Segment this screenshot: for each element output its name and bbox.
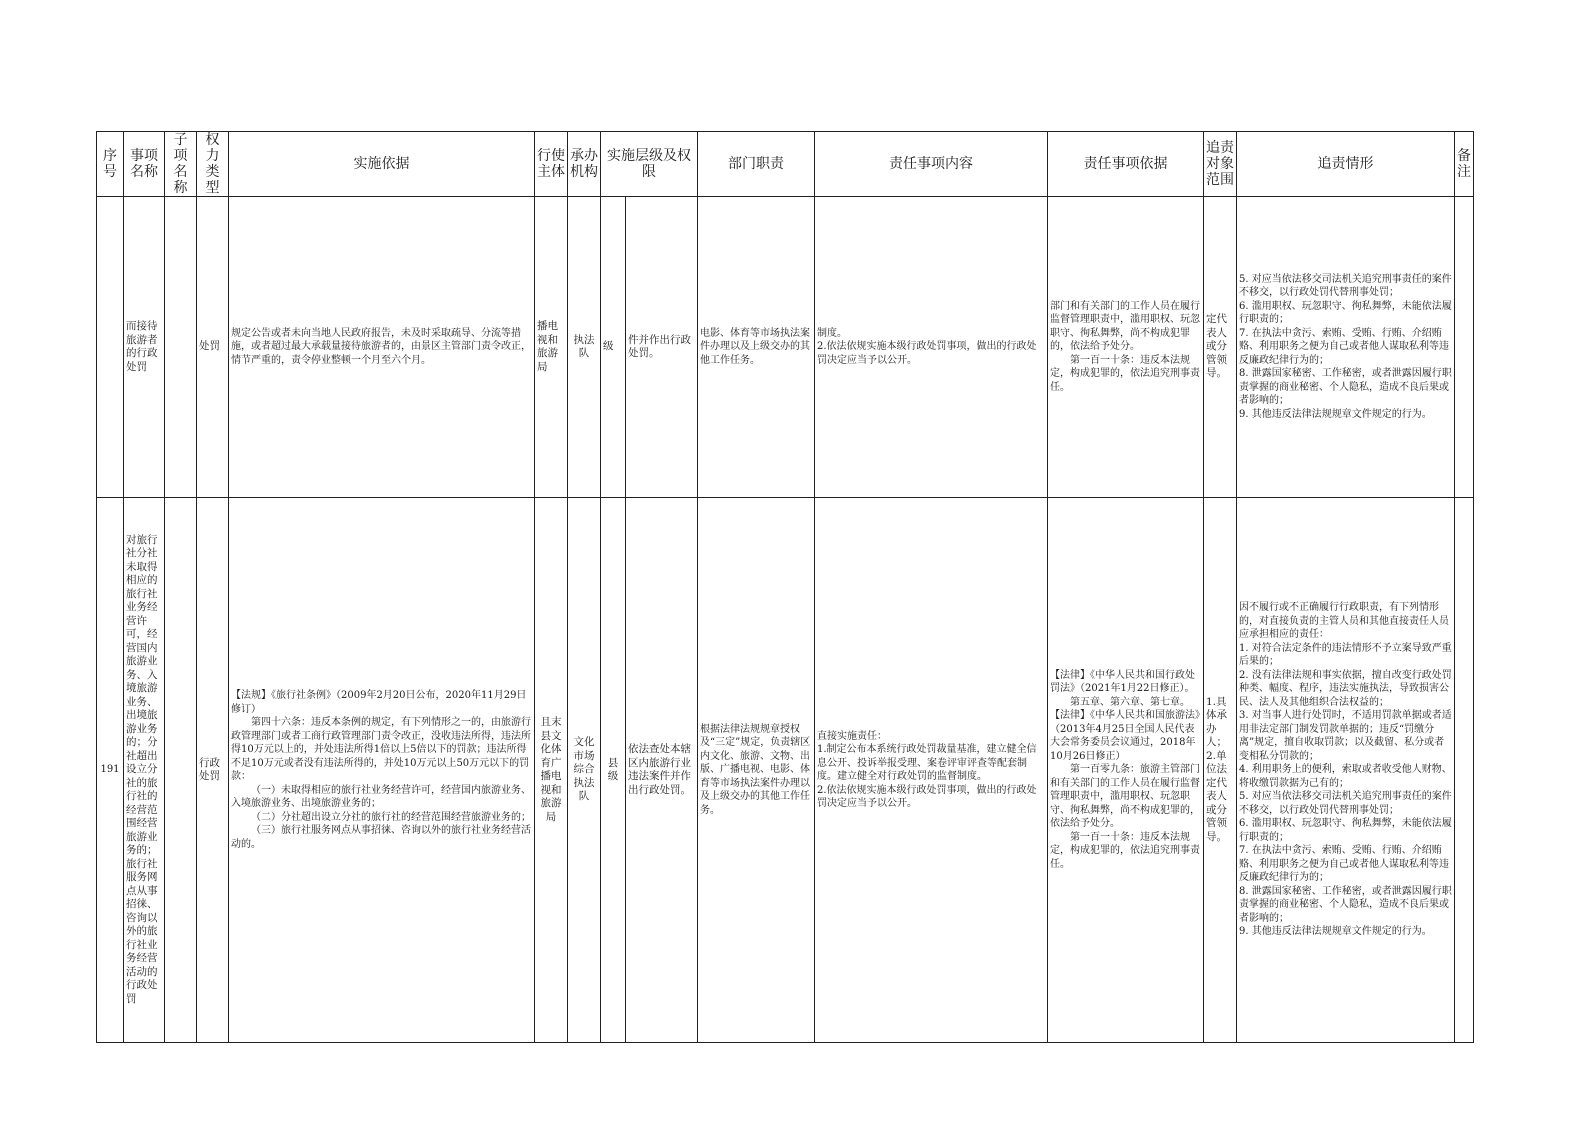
resp-content-line: 2.依法依规实施本级行政处罚事项，做出的行政处罚决定应当予以公开。 — [817, 784, 1037, 809]
cell-dept-duty: 根据法律法规规章授权及“三定”规定，负责辖区内文化、旅游、文物、出版、广播电视、电影、体育等市场执法案件办理以及上级交办的其他工作任务。 — [698, 498, 815, 1043]
header-resp-content: 责任事项内容 — [815, 132, 1048, 197]
circ-item: 6. 滥用职权、玩忽职守、徇私舞弊，未能依法履行职责的； — [1239, 300, 1452, 326]
cell-circumstances — [1237, 498, 1455, 1043]
cell-seq: 191 — [97, 498, 124, 1043]
table-row-191 — [97, 498, 1474, 1043]
basis-item: （二）分社超出设立分社的旅行社的经营范围经营旅游业务的； — [251, 811, 531, 823]
cell-scope: 定代表人或分管领导。 — [1204, 197, 1237, 498]
cell-item-name: 而接待旅游者的行政处罚 — [124, 197, 165, 498]
circ-intro: 因不履行或不正确履行行政职责，有下列情形的，对直接负责的主管人员和其他直接责任人员应承担相应的责任： — [1239, 602, 1449, 641]
cell-level-code: 级 — [601, 197, 626, 498]
cell-sub-name — [165, 498, 197, 1043]
circ-item: 3. 对当事人进行处罚时，不适用罚款单据或者适用非法定部门制发罚款单据的；违反“罚缴分离”规定，擅自收取罚款；以及截留、私分或者变相私分罚款的； — [1239, 710, 1452, 762]
cell-level-text: 件并作出行政处罚。 — [626, 197, 698, 498]
circ-item: 2. 没有法律法规和事实依据，擅自改变行政处罚种类、幅度、程序，违法实施执法，导致损害公民、法人及其他组织合法权益的； — [1239, 669, 1452, 708]
header-remarks: 备注 — [1455, 132, 1474, 197]
header-sub-name: 子项名称 — [165, 132, 197, 197]
circ-item: 8. 泄露国家秘密、工作秘密，或者泄露因履行职责掌握的商业秘密、个人隐私，造成不良后果或者影响的； — [1239, 368, 1452, 407]
resp-basis-text: 【法律】《中华人民共和国行政处罚法》（2021年1月22日修正）。 — [1050, 669, 1195, 695]
cell-basis — [229, 197, 535, 498]
circ-item: 6. 滥用职权、玩忽职守、徇私舞弊，未能依法履行职责的； — [1239, 818, 1452, 843]
table-row-continued — [97, 197, 1474, 498]
header-org: 承办机构 — [568, 132, 601, 197]
cell-resp-basis — [1048, 498, 1204, 1043]
resp-content-line: 直接实施责任： — [817, 730, 887, 742]
table-header-row — [97, 132, 1474, 197]
circ-item: 4. 利用职务上的便利，索取或者收受他人财物、将收缴罚款据为己有的； — [1239, 764, 1452, 789]
circ-item: 9. 其他违反法律法规规章文件规定的行为。 — [1239, 408, 1432, 420]
header-scope: 追责对象范围 — [1204, 132, 1237, 197]
header-level: 实施层级及权限 — [601, 132, 698, 197]
cell-item-name: 对旅行社分社未取得相应的旅行社业务经营许可，经营国内旅游业务、入境旅游业务、出境旅游业务的；分社超出设立分社的旅行社的经营范围经营旅游业务的；旅行社服务网点从事招徕、咨询以外的旅行社业务经营活动的行政处罚 — [124, 498, 165, 1043]
resp-basis-text: 第五章、第六章、第七章。 — [1070, 696, 1190, 708]
power-list-table — [96, 131, 1474, 1043]
resp-content-line: 1.制定公布本系统行政处罚裁量基准，建立健全信息公开、投诉举报受理、案卷评审评查等配套制度。建立健全对行政处罚的监督制度。 — [817, 744, 1037, 782]
resp-basis-text: 第一百零九条：旅游主管部门和有关部门的工作人员在履行监督管理职责中，滥用职权、玩忽职守、徇私舞弊，尚不构成犯罪的，依法给予处分。 — [1050, 764, 1200, 830]
cell-scope: 1.具体承办人；2.单位法定代表人或分管领导。 — [1204, 498, 1237, 1043]
header-resp-basis: 责任事项依据 — [1048, 132, 1204, 197]
cell-power-type: 行政处罚 — [197, 498, 229, 1043]
cell-power-type: 处罚 — [197, 197, 229, 498]
cell-sub-name — [165, 197, 197, 498]
cell-remarks — [1455, 197, 1474, 498]
resp-content-line: 制度。 — [817, 327, 847, 339]
basis-text: 规定公告或者未向当地人民政府报告，未及时采取疏导、分流等措施，或者超过最大承载量接待旅游者的，由景区主管部门责令改正，情节严重的，责令停业整顿一个月至六个月。 — [231, 327, 531, 366]
basis-item: （三）旅行社服务网点从事招徕、咨询以外的旅行社业务经营活动的。 — [231, 825, 531, 850]
basis-item: （一）未取得相应的旅行社业务经营许可，经营国内旅游业务、入境旅游业务、出境旅游业务的； — [231, 784, 531, 809]
circ-item: 5. 对应当依法移交司法机关追究刑事责任的案件不移交，以行政处罚代替刑事处罚； — [1239, 791, 1452, 816]
header-power-type: 权力类型 — [197, 132, 229, 197]
resp-basis-text: 【法律】《中华人民共和国旅游法》（2013年4月25日全国人民代表大会常务委员会议通过，2018年10月26日修正） — [1050, 710, 1200, 762]
basis-source: 【法规】《旅行社条例》（2009年2月20日公布，2020年11月29日修订） — [231, 690, 527, 715]
cell-resp-content — [815, 498, 1048, 1043]
cell-resp-basis — [1048, 197, 1204, 498]
header-dept-duty: 部门职责 — [698, 132, 815, 197]
header-seq: 序号 — [97, 132, 124, 197]
circ-item: 7. 在执法中贪污、索贿、受贿、行贿、介绍贿赂、利用职务之便为自己或者他人谋取私利等违反廉政纪律行为的； — [1239, 327, 1449, 366]
header-subject: 行使主体 — [535, 132, 568, 197]
cell-circumstances — [1237, 197, 1455, 498]
header-circumstances: 追责情形 — [1237, 132, 1455, 197]
cell-resp-content — [815, 197, 1048, 498]
cell-remarks — [1455, 498, 1474, 1043]
cell-subject: 播电视和旅游局 — [535, 197, 568, 498]
resp-basis-text: 第一百一十条：违反本法规定，构成犯罪的，依法追究刑事责任。 — [1050, 354, 1200, 393]
cell-org: 执法队 — [568, 197, 601, 498]
resp-basis-text: 第一百一十条：违反本法规定，构成犯罪的，依法追究刑事责任。 — [1050, 831, 1200, 870]
circ-item: 1. 对符合法定条件的违法情形不予立案导致严重后果的； — [1239, 642, 1452, 668]
cell-level-text: 依法查处本辖区内旅游行业违法案件并作出行政处罚。 — [626, 498, 698, 1043]
cell-dept-duty: 电影、体育等市场执法案件办理以及上级交办的其他工作任务。 — [698, 197, 815, 498]
resp-basis-text: 部门和有关部门的工作人员在履行监督管理职责中，滥用职权、玩忽职守、徇私舞弊，尚不构成犯罪的，依法给予处分。 — [1050, 300, 1200, 353]
header-basis: 实施依据 — [229, 132, 535, 197]
cell-seq — [97, 197, 124, 498]
circ-item: 5. 对应当依法移交司法机关追究刑事责任的案件不移交，以行政处罚代替刑事处罚； — [1239, 273, 1452, 299]
cell-level-code: 县级 — [601, 498, 626, 1043]
circ-item: 9. 其他违反法律法规规章文件规定的行为。 — [1239, 926, 1432, 938]
circ-item: 8. 泄露国家秘密、工作秘密，或者泄露因履行职责掌握的商业秘密、个人隐私，造成不良后果或者影响的； — [1239, 885, 1452, 924]
basis-article: 第四十六条：违反本条例的规定，有下列情形之一的，由旅游行政管理部门或者工商行政管理部门责令改正，没收违法所得，违法所得10万元以上的，并处违法所得1倍以上5倍以下的罚款；违法所得不足10万元或者没有违法所得的，并处10万元以上50万元以下的罚款： — [231, 717, 531, 782]
cell-subject: 且末县文化体育广播电视和旅游局 — [535, 498, 568, 1043]
header-item-name: 事项名称 — [124, 132, 165, 197]
cell-org: 文化市场综合执法队 — [568, 498, 601, 1043]
resp-content-line: 2.依法依规实施本级行政处罚事项，做出的行政处罚决定应当予以公开。 — [817, 341, 1037, 366]
cell-basis — [229, 498, 535, 1043]
circ-item: 7. 在执法中贪污、索贿、受贿、行贿、介绍贿赂、利用职务之便为自己或者他人谋取私利等违反廉政纪律行为的； — [1239, 845, 1449, 884]
